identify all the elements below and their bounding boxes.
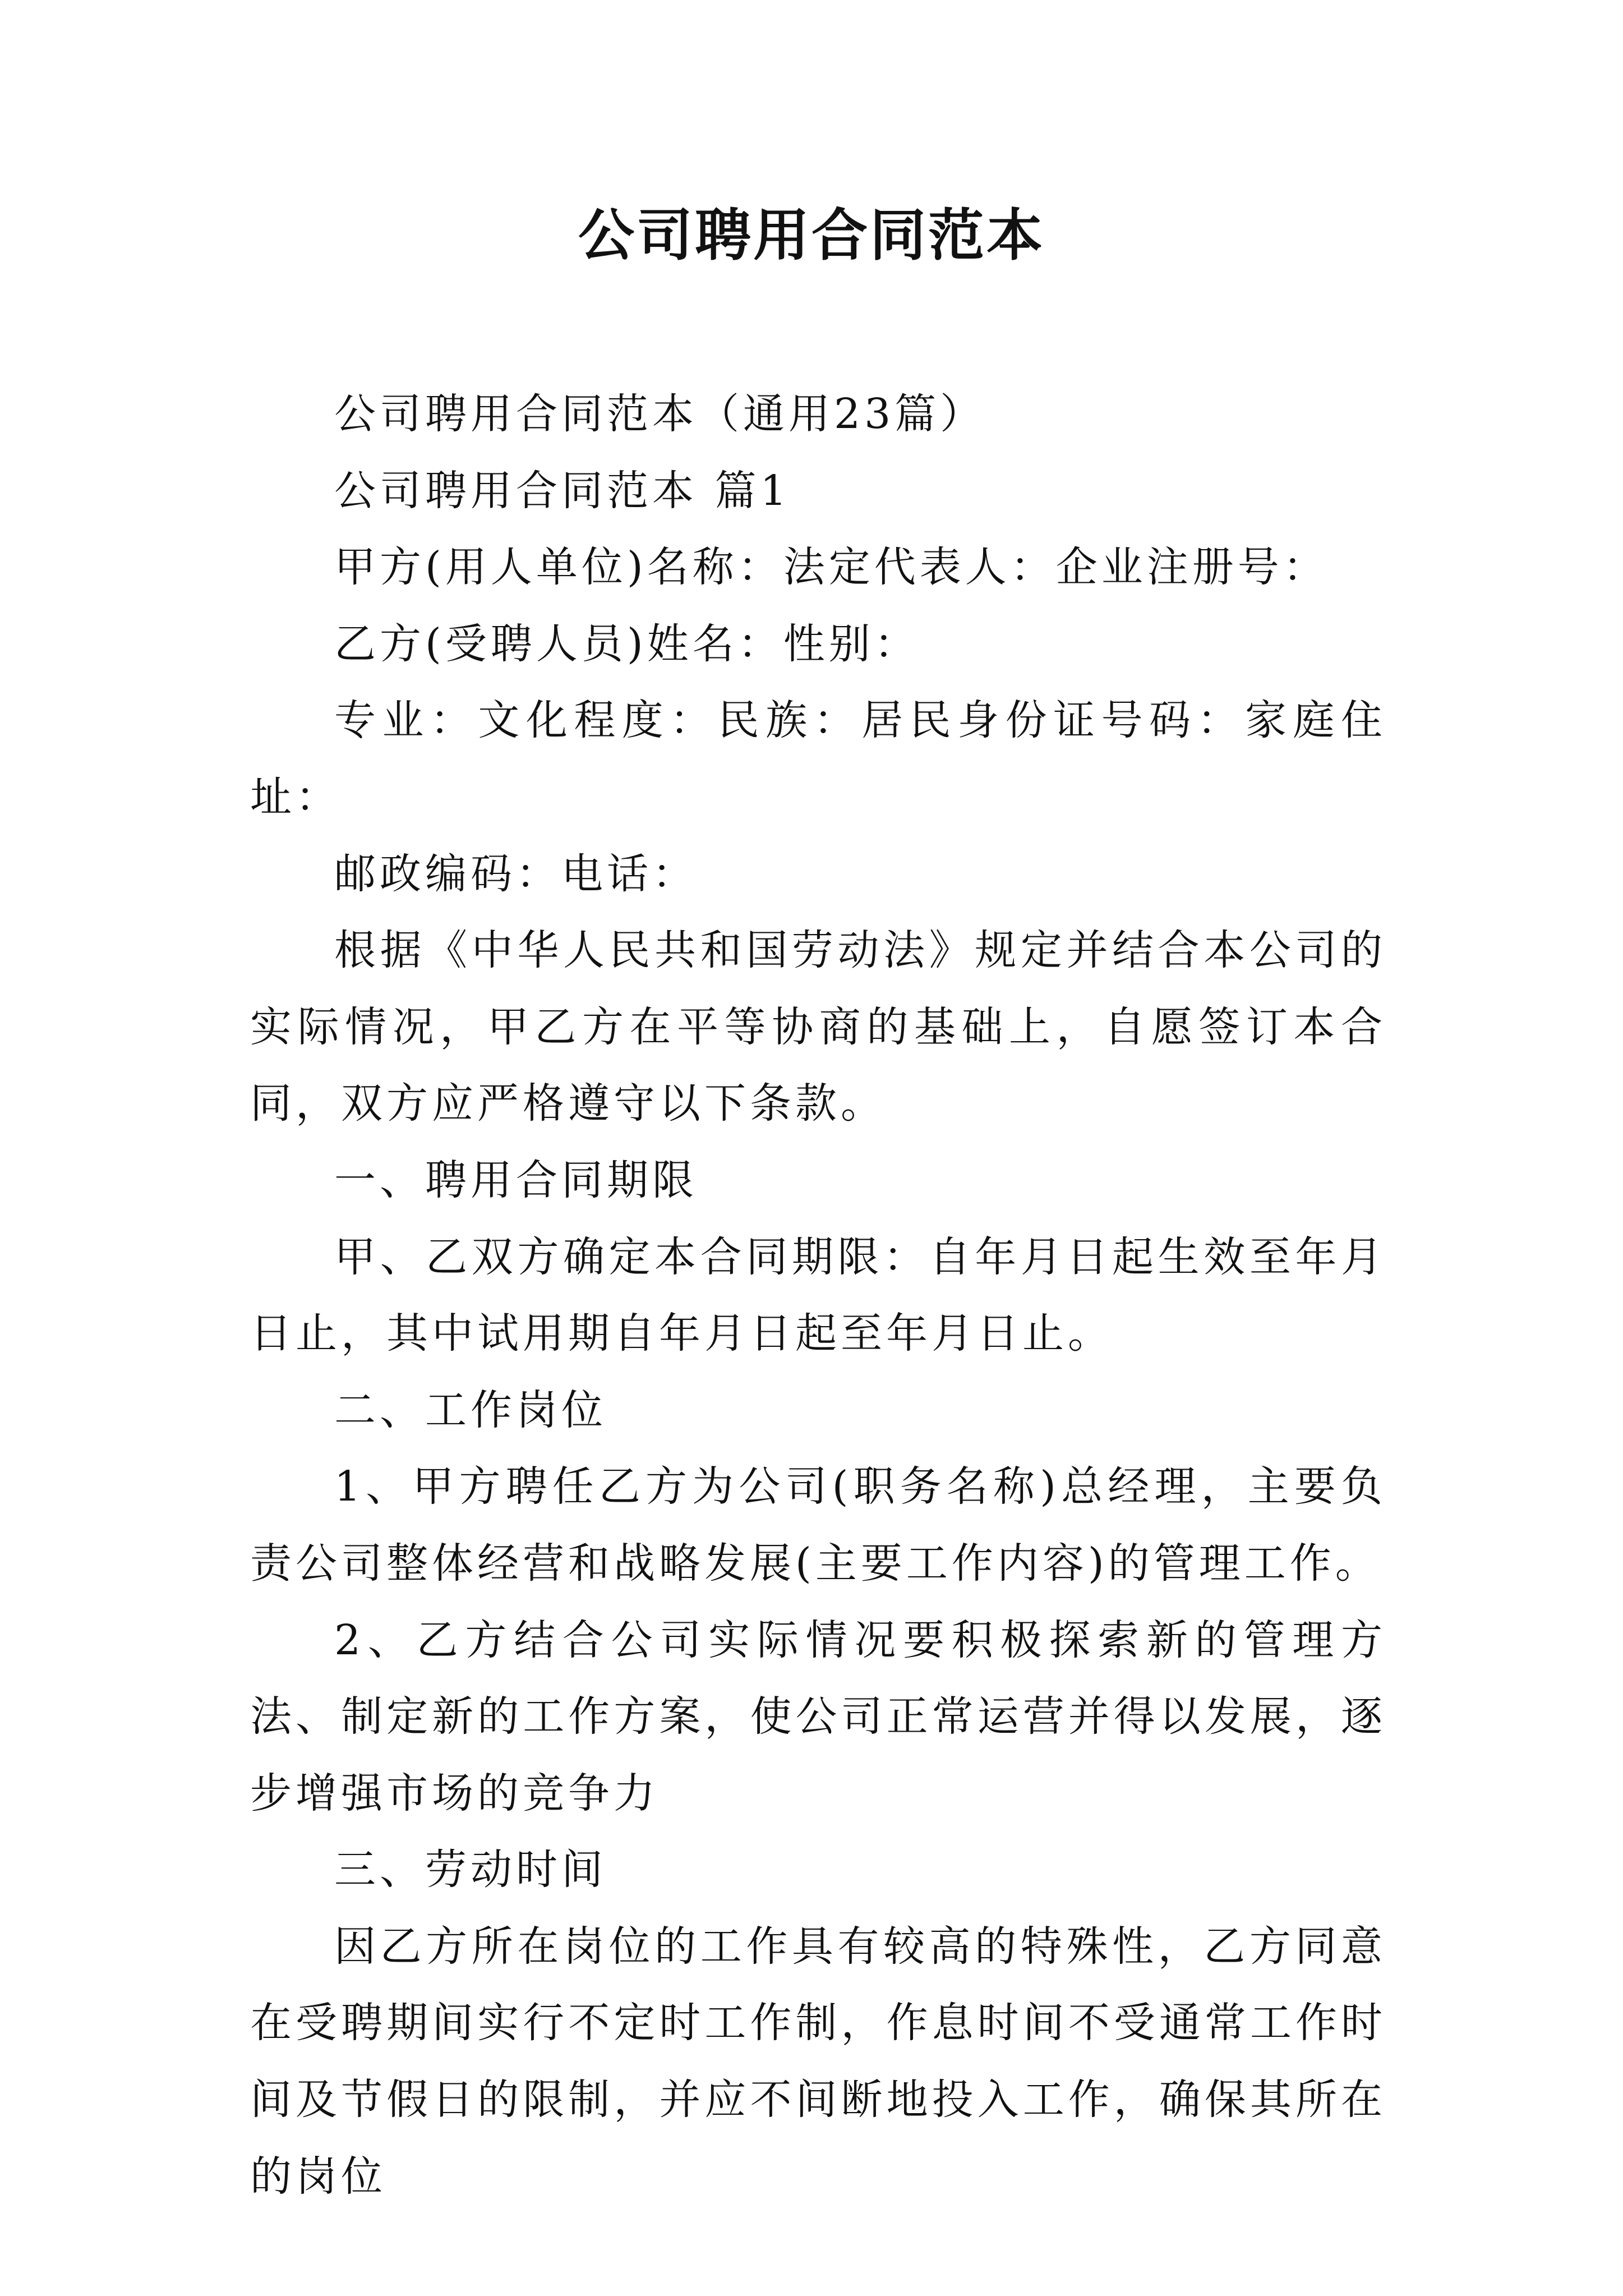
paragraph-position-1: 1、甲方聘任乙方为公司(职务名称)总经理，主要负责公司整体经营和战略发展(主要工作内容)的管理工作。 xyxy=(250,1462,1386,1588)
document-body xyxy=(250,376,1386,2215)
paragraph-party-a: 甲方(用人单位)名称：法定代表人：企业注册号： xyxy=(334,543,1329,592)
paragraph-position-2: 2、乙方结合公司实际情况要积极探索新的管理方法、制定新的工作方案，使公司正常运营并得以发展，逐步增强市场的竞争力 xyxy=(250,1616,1386,1818)
paragraph-contract-term: 甲、乙双方确定本合同期限：自年月日起生效至年月日止，其中试用期自年月日起至年月日止。 xyxy=(250,1232,1386,1358)
document-title: 公司聘用合同范本 xyxy=(578,203,1045,268)
paragraph-section-heading: 公司聘用合同范本 篇1 xyxy=(334,466,791,515)
paragraph-party-b-details: 专业：文化程度：民族：居民身份证号码：家庭住址： xyxy=(250,696,1386,821)
paragraph-working-time: 因乙方所在岗位的工作具有较高的特殊性，乙方同意在受聘期间实行不定时工作制，作息时间不受通常工作时间及节假日的限制，并应不间断地投入工作，确保其所在的岗位 xyxy=(250,1922,1386,2201)
section-heading-working-time: 三、劳动时间 xyxy=(334,1846,607,1894)
section-heading-contract-term: 一、聘用合同期限 xyxy=(334,1156,698,1204)
paragraph-subtitle: 公司聘用合同范本（通用23篇） xyxy=(334,390,986,438)
section-heading-position: 二、工作岗位 xyxy=(334,1386,607,1434)
paragraph-contact: 邮政编码：电话： xyxy=(334,849,698,898)
paragraph-party-b: 乙方(受聘人员)姓名：性别： xyxy=(334,619,920,668)
paragraph-intro: 根据《中华人民共和国劳动法》规定并结合本公司的实际情况，甲乙方在平等协商的基础上，自愿签订本合同，双方应严格遵守以下条款。 xyxy=(250,926,1386,1128)
